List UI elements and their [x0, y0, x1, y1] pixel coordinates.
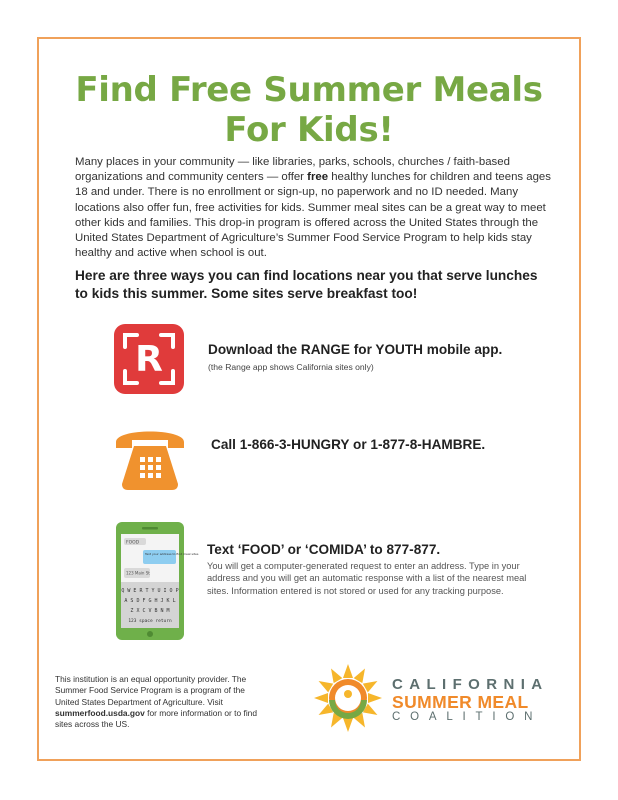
- phone-key-row1: Q W E R T Y U I O P: [121, 588, 179, 594]
- page-title-line2: For Kids!: [224, 110, 394, 150]
- app-note: (the Range app shows California sites only): [208, 362, 374, 372]
- page-title-line1: Find Free Summer Meals: [75, 70, 543, 110]
- phone-msg2: Text your address to find meal sites: [145, 552, 199, 556]
- intro-text-part2: healthy lunches for children and teens ages 18 and under. There is no enrollment or sign-up, no paperwork and no ID needed. Many locations also offer fun, free activities for kids. Summer meal sites can be a great way to meet other kids and families. This drop-in program is offered across the United States through the United States Department of Agriculture’s Summer Food Service Program to help kids stay healthy and active when school is out.: [75, 171, 551, 260]
- sun-logo-icon: [312, 662, 384, 734]
- logo-line3: COALITION: [392, 711, 543, 723]
- app-heading: Download the RANGE for YOUTH mobile app.: [208, 342, 503, 357]
- telephone-icon: [112, 420, 188, 492]
- footer-text: [55, 674, 270, 730]
- range-app-icon: [114, 324, 184, 394]
- phone-msg1: FOOD: [126, 540, 140, 546]
- text-heading: Text ‘FOOD’ or ‘COMIDA’ to 877-877.: [207, 542, 441, 557]
- footer-link[interactable]: summerfood.usda.gov: [55, 707, 145, 718]
- phone-msg3: 123 Main St: [126, 570, 150, 576]
- call-heading: Call 1-866-3-HUNGRY or 1-877-8-HAMBRE.: [211, 437, 486, 452]
- logo-line2: SUMMER MEAL: [392, 692, 529, 712]
- phone-key-row3: Z X C V B N M: [130, 608, 170, 614]
- smartphone-icon: [116, 522, 199, 640]
- footer-line1: This institution is an equal opportunity provider. The Summer Food Service Program is a program of the United States Department of Agriculture. Visit: [55, 674, 247, 707]
- intro-text-bold: free: [307, 171, 329, 184]
- phone-key-row4: 123 space return: [128, 619, 172, 624]
- phone-key-row2: A S D F G H J K L: [124, 598, 176, 604]
- lead-paragraph: Here are three ways you can find locations near you that serve lunches to kids this summer. Some sites serve breakfast too!: [75, 268, 538, 301]
- intro-text-part1: Many places in your community — like libraries, parks, schools, churches / faith-based organizations and community centers — offer: [75, 156, 510, 184]
- text-body: You will get a computer-generated request to enter an address. Type in your address and you will get an automatic response with a list of the nearest meal sites. Information entered is not stored or used for any tracking purpose.: [207, 561, 527, 596]
- logo-line1: CALIFORNIA: [392, 676, 549, 693]
- range-app-letter: R: [135, 339, 163, 380]
- footer-line2: for more information or to find sites across the US.: [55, 707, 257, 730]
- intro-paragraph: [75, 155, 553, 261]
